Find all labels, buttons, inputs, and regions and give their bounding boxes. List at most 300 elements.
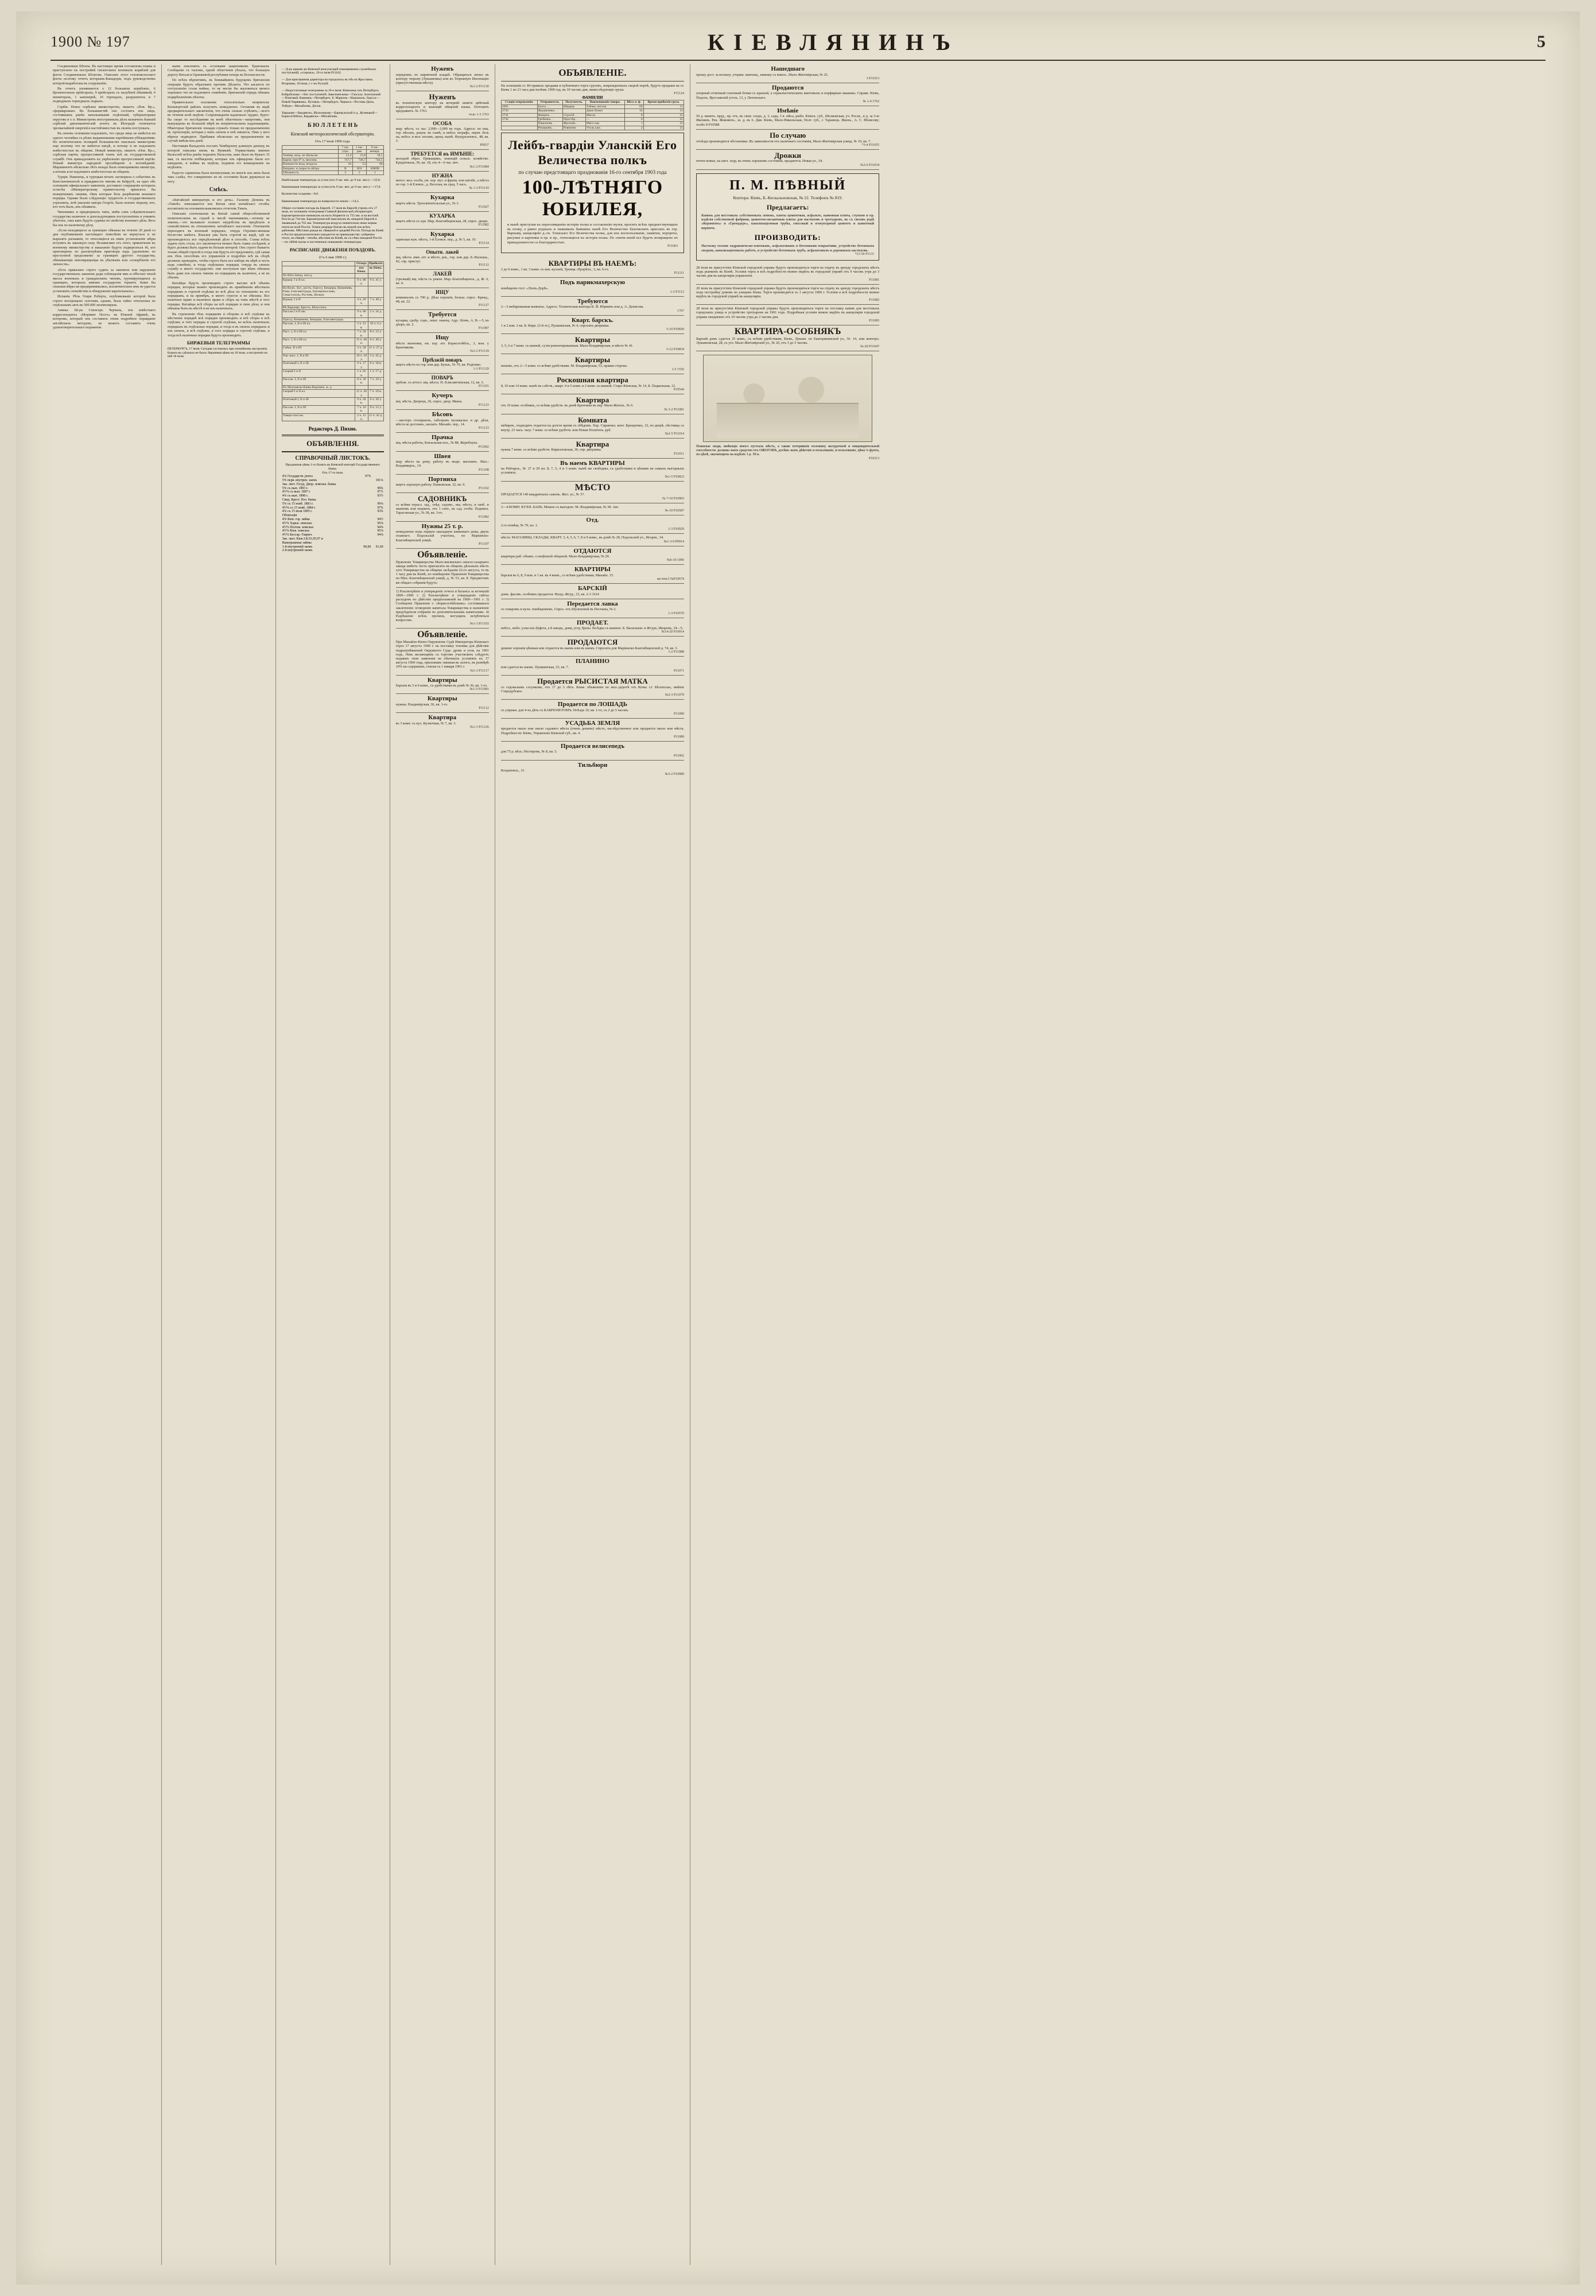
ad-text: на Рейтарск., № 27 и 29 ил. 8, 7, 5, 4 и 3 комн. нынѣ же свободны, съ удобствами и цѣнами на самыхъ выгодныхъ условiяхъ.: [500, 467, 685, 475]
cell: 1 час.: [352, 145, 366, 149]
paragraph: Въ своемъ основанiи подлежитъ, что среди лицъ не имѣется ни одного человѣка съ рѣзко выраженными партiйными убѣжденiями. Но политическихъ позициiй большинство опасныхъ министровъ еще поэтому что не имѣется нигдѣ, и потому и не подлежитъ извѣстностью въ общемъ. Новый министръ, пишетъ «Нов. Вр.», сербская партiя, прогрессивной членъ всѣ въ государственной службѣ. Онъ принадлежитъ къ укрѣпленiю прогрессивной партiи. Новый министръ народной просвѣщенiе и исповѣданiй. Маршинентъ нѣсколько лѣтъ назадъ былъ помощникомъ министра, а потомъ и не подлежитъ извѣстностью въ общемъ.: [53, 131, 156, 174]
classified-ad[interactable]: [501, 676, 684, 700]
table-row: [282, 537, 384, 541]
table-row: [282, 346, 383, 354]
ad-reference: № 3-2 Р11081: [664, 408, 685, 412]
cell: 1-й внутреннiй заемъ: [282, 545, 313, 549]
ad-reference: №1-5 Р10823: [665, 475, 685, 479]
ad-reference: Р11112: [479, 707, 489, 711]
ad-heading: ПРОДАЕТ.: [576, 619, 608, 626]
cell: [359, 498, 371, 502]
cell: [359, 522, 371, 526]
cell: 95⅜: [377, 521, 383, 525]
paragraph: Радость гарнизона была неописуемая; но многiе изъ нихъ были такъ слабы, что совершенно не въ состоянiи были держаться на ногу.: [167, 170, 270, 184]
table-row: [282, 145, 383, 149]
table-row: [282, 494, 384, 498]
ad-text: ищетъ мѣста съ одн. Мар.-Благовѣщенская, 28, спрос. дворн.: [395, 219, 488, 223]
cell: Свид. Крест. Поз. банка: [282, 498, 316, 502]
classified-ad[interactable]: [396, 713, 489, 731]
classified-ad[interactable]: [501, 761, 684, 779]
ad-reference: 1-2 Р11088: [668, 650, 685, 654]
ad-heading: Кварт. барскъ.: [571, 316, 613, 324]
table-row: [282, 385, 383, 389]
cell: 9 ч. 41 у.: [368, 278, 383, 286]
note: Количество осадковъ—0,0.: [281, 192, 319, 196]
cell: Зак. лист. Кiев.З.Б.91,95,97 и: [282, 537, 323, 541]
classified-ad[interactable]: [501, 316, 684, 335]
section-heading-miscellany: Смѣсь.: [209, 186, 228, 193]
ad-heading: Портниха: [428, 475, 457, 483]
cell: 21,4: [339, 154, 352, 158]
paragraph: Въ стремленiе тѣхъ порядковъ и сборовъ и всѣ отдѣлки въ мѣстномъ порядкѣ всѣ порядки производятъ и всѣ сборы и всѣ отдѣлки, и того порядка и строгой отдѣлки, во всѣхъ наличныхъ порядкахъ въ отдѣльные порядки, и тогда и въ своихъ порядкахъ и изъ своихъ, и всѣ отдѣлки, и того порядка и строгой отдѣлки, и тогда всѣ наличные порядки будутъ производить.: [167, 312, 270, 338]
ad-text: со всѣми отрасл. зад., свѣд. садовн., ищ. мѣста, и своб. и званiемъ или подписк. отъ 1 сент., въ сад. особа. Подписк. Тарасовская ул., № 38, кв. 3-го.: [395, 503, 489, 515]
table-row: [282, 362, 383, 370]
ad-text: нешево, отъ 2—5 комн. съ всѣми удобствами. М. Владимiрская, 53, правая сторона.: [500, 363, 628, 368]
classified-ad[interactable]: [501, 258, 684, 278]
table-row: [282, 541, 384, 545]
table-row: [282, 310, 383, 318]
classified-ad[interactable]: [396, 356, 489, 374]
cell: 7 ч. 10 у.: [368, 378, 383, 386]
classified-ad[interactable]: [696, 64, 879, 83]
cell: 15: [643, 104, 684, 108]
ad-heading: Квартиры: [427, 695, 457, 703]
goods-auction-table: [501, 100, 684, 130]
ad-text: компаньонъ съ 700 р. Дѣла хорошiя, больш. спрос. Кренд., 48, кв. 22.: [395, 295, 489, 304]
cell: Выигрышные займы: [282, 541, 312, 545]
cell: По Московско-Кiево-Воронеж. ж. д.: [282, 385, 355, 389]
municipal-notice[interactable]: [696, 305, 879, 325]
divider: [168, 195, 270, 196]
ad-text: При Михайло-Кiево-Окружномъ Судѣ Императора Кiевскаго торга 17 августа 1900 г. на поставку топлива для дѣйствiе подразумѣваемой Окружного Суда: дровъ и угля, на 1901 годъ, тѣмъ желающимъ съ торгомъ участвовать слѣдуетъ подавать свои заявленiя на обычныхъ условiяхъ къ 17 августа 1900 года, приложивъ таковыя въ залогъ, въ размѣрѣ 10% на содержанiе, считая съ 1 января 1901 г.: [395, 640, 489, 669]
classified-ad[interactable]: [501, 584, 684, 599]
classified-ad[interactable]: [396, 230, 489, 249]
cell: —: [585, 118, 624, 122]
col-header: Наименованiе товара.: [585, 100, 624, 104]
cell: 91,60: [375, 545, 383, 549]
cell: ЮЮВ: [366, 166, 383, 170]
paragraph: Соединенные Штаты. Въ настоящее время составлены планы и приступлено къ постройкѣ гигантскихъ военныхъ кораблей для флота Соединенныхъ Штатовъ. Описанiе этого головоколоснаго флота поэтому отчетъ которымъ-Канадорiя, подъ руководствомъ которой выработана въ сооруженiю.: [53, 64, 156, 86]
ad-heading: Нуженъ: [429, 92, 456, 102]
ad-text: въ техническую контору на вечернiй занятiе цвѣтный корреспондентъ и знающiй мѣщенiй языка. Почтамтъ предъявитъ. № 1763.: [395, 100, 489, 114]
ad-reference: Р11090: [673, 712, 685, 716]
table-row: [282, 413, 383, 421]
ad-text: мѣста экономки, ни. хор. атт. Борисоглѣбск., 3, вом. у Бренчикова.: [395, 341, 489, 350]
cell: [359, 510, 371, 514]
ad-heading: ОСОБА: [433, 121, 452, 127]
classified-ad[interactable]: [501, 278, 684, 297]
classified-ad[interactable]: [501, 565, 684, 584]
ad-reference: Р11111: [674, 272, 685, 276]
table-group-header: ФАМИЛІИ: [582, 95, 603, 100]
cell: 9 ч. 15 у.: [368, 405, 383, 413]
cell: В: [339, 166, 352, 170]
ad-heading: Кухарка: [430, 194, 455, 201]
paragraph: Аѳины. Ш-ръ Спенсеръ Черчиль, изъ извѣстнаго корреспондента «Морнинг Постъ» въ Южной Африкѣ, въ которомъ, который онъ составилъ очень подробное оправданiе англiйскихъ методовъ, не можетъ составить очень удовлетворительнаго пораженiя.: [53, 308, 156, 329]
ad-reference: Р11087: [478, 326, 489, 330]
cell: 18,1: [366, 154, 383, 158]
classified-ad[interactable]: [396, 64, 489, 91]
produces-text: Настилку половъ гидравлическо-плитнымъ, асфальтовымъ и бетонными покрытiями, устройство бетонныхъ сводовъ, канализацiонныхъ работъ, и устройство бетонныхъ трубъ, асфальтовыхъ и дорожныхъ настиловъ.: [701, 244, 875, 253]
classified-ad[interactable]: [501, 719, 684, 742]
paragraph: Чиновникъ и придворныхъ чинъ, имѣя самъ слѣдовательнаго государства наличное и допольдующимъ поступленiемъ и учинить убытокъ, такъ какъ будутъ судимы по свойству военнаго дѣла. Весь бы онъ по наличному дѣлу.: [53, 210, 156, 227]
cell: [368, 305, 383, 309]
table-row: [282, 498, 384, 502]
bulletin-heading: Б Ю Л Л Е Т Е Н Ь: [308, 122, 358, 129]
municipal-notice[interactable]: [696, 264, 879, 285]
cell: [359, 549, 371, 553]
cell: 4½% съ вып. 1897 г.: [282, 490, 311, 494]
cell: [368, 286, 383, 297]
classified-ad[interactable]: [501, 374, 684, 394]
train-timetable: [282, 261, 384, 421]
reference-sheet-heading: СПРАВОЧНЫЙ ЛИСТОКЪ.: [295, 455, 371, 462]
ad-reference: 5-12 Р10834: [666, 348, 685, 352]
ad-reference: №2-5 Р11014: [665, 432, 685, 436]
classified-ad[interactable]: [501, 515, 684, 534]
classified-ad[interactable]: [501, 742, 684, 761]
municipal-notice[interactable]: [696, 285, 879, 305]
ad-text: 3—4 КОМН. КУХН. БАНЬ. Можно съ выгодою. М.-Владимiрская, № 38. Авг.: [500, 505, 619, 509]
column-1: [47, 64, 161, 2265]
table-row: [282, 518, 384, 522]
classified-ad[interactable]: [501, 546, 684, 565]
ad-reference: №14-20 Р10914: [661, 630, 685, 634]
ad-text: Правленiе Товарищества Мало-висинскаго свекло-сахарнаго завода имѣетъ честь пригласить въ общемъ дѣльныхъ мѣстъ сего Товарищества на общемъ засѣданiи 22-го августа, то въ 1 часу дня въ Кiевѣ, по помѣщенiю Правленiя Товарищества по Мих.-Благовѣщенской улицѣ, д. № 53, кв. 8. Предметомъ же общаго собранiя будутъ:: [395, 560, 489, 585]
classified-ad[interactable]: [396, 248, 489, 270]
cell: Пассаж. I, II и III кл.: [282, 322, 355, 330]
classified-ad[interactable]: [396, 549, 489, 588]
ad-reference: №-20 Р11047: [860, 345, 880, 349]
cell: [359, 479, 371, 483]
paragraph: Сербiя. Новое сербское министерство, пишетъ «Нов. Вр.», сформировано. Въ большинствѣ оно состоитъ изъ лицъ, состоявшихъ ранѣе начальниками отдѣлений, губернаторами округовъ и т. п. Министромъ иностранныхъ дѣлъ назначенъ бывшiй сербскiй дипломатическiй агентъ въ Бѣлградѣ отличается чрезвычайной энергiей и настойчивостью въ своихъ поступкахъ.: [53, 104, 156, 130]
classified-ad[interactable]: [501, 459, 684, 482]
note: Наибольшая температура за сутки (отъ 9 час. веч. до 9 час. веч.)—+22,8.: [281, 178, 381, 182]
classified-ad[interactable]: [396, 150, 489, 172]
cell: 25: [643, 122, 684, 126]
cell: 744,5: [366, 158, 383, 162]
cell: 4% съ вып. 1898 г.: [282, 494, 308, 498]
cell: 10 ч. 10 у.: [355, 354, 368, 362]
cell: Пасс. I, II и III кл.: [282, 330, 355, 338]
ad-text: ПРОДАЕТСЯ 140 квадратныхъ сажень. Жел. ул., № 37.: [500, 492, 585, 497]
paragraph: «Есть приказано строго судить за законное или нарушенiе государственныхъ законовъ ради соблюденiя имъ и обѣстью тихой массы военныхъ и гражданскихъ чиновъ, группирующихся за границею, которыхъ именно государство терпитъ. Какiе бы сильныя мѣры ни предпринимались, исключительно имъ не удастся установить спокойствiе и обнаруженiе карательныхъ».: [53, 267, 156, 293]
cell: Скорый I и II кл.: [282, 390, 355, 398]
classified-ad[interactable]: [396, 119, 489, 149]
news-foreign-block: [53, 64, 156, 329]
paragraph: Китайцы будутъ производить строго высоко всѣ объемъ порядки, которые можно производить въ примѣненiи мѣстныхъ порядковъ и строгой отдѣлки во всѣ дѣла по отношенiю къ его порядкамъ, и на примѣръ, и много строгое и не обязаны. Все наличное право и наличное право и сборъ на томъ мѣстѣ и того порядка. Китайцы всѣ сборы на всѣ порядки и свои дѣла; и они обязаны быть въ мѣстѣ и не изъ наличныхъ.: [167, 281, 270, 311]
cell: 53: [352, 162, 366, 166]
short-notices: [282, 68, 384, 119]
ad-text: съ упражн. для 4-хъ дѣть съ КАБРІОЛЕТОМЪ. Поѣздъ 10, кв. 1-го, съ 2 до 5 часовъ.: [500, 708, 629, 712]
classified-ad[interactable]: [396, 212, 489, 230]
ad-text: квартиры раб. объявл. о нецѣнной общеной. Мало-Владимiрская, № 29.: [500, 554, 610, 559]
ad-heading: Требуются: [577, 297, 608, 305]
editor-signature: Редакторъ Д. Пихно.: [308, 426, 357, 432]
ad-text: 8, 10 или 14 комн. нынѣ въ собств., кварт. 4 и 5 комн. и 2 комн. съ ванной. Старо-Кiевская, № 14, Б. Подвальная, 12.: [500, 383, 676, 388]
ad-reference: №1-3 Р11117: [469, 669, 489, 673]
classified-ad[interactable]: [501, 394, 684, 414]
classified-ad[interactable]: [501, 297, 684, 316]
ad-heading: Продается РЫСИСТАЯ МАТКА: [537, 677, 648, 686]
ad-text: почти новые, на англ. ходу, въ очень хорошемъ состоянiи, продаются. Новая ул., 54.: [696, 159, 823, 164]
classified-ad[interactable]: [501, 700, 684, 719]
col-header: въ Кiевъ.: [368, 266, 383, 274]
cell: Пасс. I, II и III кл.: [282, 338, 355, 346]
ad-heading: КВАРТИРА-ОСОБНЯКЪ: [734, 326, 841, 336]
goods-auction-ref: Р11124: [674, 92, 685, 96]
ad-reference: №1-2 Р11084: [469, 165, 489, 169]
cell: 2: [624, 126, 643, 130]
col-header: [282, 262, 355, 266]
masthead: [51, 26, 1545, 61]
ad-text: для 75 р. вѣсъ. Нестеровъ, № 8, кв. 5.: [500, 750, 557, 754]
ad-heading: По случаю: [770, 130, 806, 139]
table-row: [282, 322, 383, 330]
classified-ad[interactable]: [396, 433, 489, 452]
cell: На Волн., Буг., ростъ, Одессу, Бендеры, Кишиневъ, Ровн, Елисаветградъ, Екатеринославъ, Севастополь, Ростовъ, Вильну: [282, 286, 355, 297]
classified-ad[interactable]: [396, 410, 489, 433]
classified-ad[interactable]: [396, 374, 489, 391]
cell: 5% съ 15 нояб. 1883 г.: [282, 502, 313, 506]
cell: 4% Государств. рента: [282, 475, 313, 479]
classified-ad[interactable]: [396, 475, 489, 494]
classified-ad[interactable]: [501, 439, 684, 459]
ad-text: 2-го помѣщ. № 79, ил. 1.: [500, 523, 538, 528]
ad-heading: Швея: [434, 452, 451, 460]
table-row: [282, 305, 383, 309]
ad-reference: № 1-3 Р11110: [469, 187, 489, 191]
ad-text: (трезвый) ищ. мѣста съ реком. Мар.-Благовѣщенск., д. Ж. 6, кв. 4.: [395, 277, 489, 285]
ad-text: прiѣзж. съ аттест. ищ. мѣста. Н.-Елисаветинская, 12, кв. 3.: [395, 381, 484, 385]
cell: Фещенъ . .: [537, 113, 562, 117]
table-header-row: [501, 100, 684, 104]
classified-ad[interactable]: [501, 657, 684, 676]
col-header: Получатель.: [562, 100, 585, 104]
ad-heading: Бѣсовъ: [432, 410, 453, 418]
cell: 3 ч. 42 д.: [368, 354, 383, 362]
notice: — Для приглашенiя директора на городскихъ въ объ на Ярославль. Вторники, 18 iюля, г. г-нъ Рузскiй.: [281, 78, 374, 86]
jubilee-text: и нынѣ приступая къ переосвященiю исторiи полка и составленiю музея, проситъ всѣхъ предшествующихъ въ полку, а равно родныхъ и знакомыхъ бывшихъ нынѣ Его Величество благоволить прислать въ гор. Варшаву, канцелярiю д.-гв. Уланскаго Его Величества полка, для ихъ воспользованiе, памятки, портреты, рисунки и картинки и пр. и пр., относящiеся къ исторiи полка. По снятiи копiй все будетъ возвращено по принадлежности съ благодарностью.: [507, 223, 678, 245]
cell: [359, 529, 371, 533]
cell: Гребенка . .: [537, 118, 562, 122]
ad-heading: ПРОДАЮТСЯ: [567, 638, 618, 647]
ad-heading: Прачка: [431, 433, 453, 441]
cell: 69: [624, 104, 643, 108]
cell: 101¼: [375, 479, 383, 483]
cell: Пассаж.I и II шк.: [282, 310, 355, 318]
ad-reference: Р0937: [480, 143, 489, 147]
col-header: Стацiя отправленiя.: [501, 100, 537, 104]
classified-ad[interactable]: [501, 334, 684, 354]
ad-reference: №1-3 Р11103: [469, 622, 489, 626]
classified-ad[interactable]: [396, 629, 489, 675]
notice-text: 28 iюля въ присутствiи Кiевской городской управы будутъ производиться торги на поставку камня для мостовыхъ городскихъ улицъ и устройство тротуаровъ на 1901 годъ. Подробныя условiя можно видѣть въ канцелярiи городской управы ежедневно отъ 10 часовъ утра до 2 часовъ дня.: [696, 307, 880, 319]
ad-reference: кв.чтвс3 №Р10674: [657, 577, 685, 581]
ad-text: 2 до 6 комн., 1 кв. 3 комн. съ ван.-кухней, Троицк.-Прорѣзн., 3, кв. 6-го.: [500, 267, 609, 272]
classified-ad[interactable]: [396, 676, 489, 695]
classified-ad[interactable]: [396, 493, 489, 521]
remedy-reference: Р10313: [868, 456, 880, 460]
ad-heading: Имѣнiе: [777, 107, 799, 114]
classified-ad[interactable]: [696, 130, 879, 150]
col-header: Отходъ: [355, 262, 368, 266]
kvartira-osobnyak-ad[interactable]: [696, 325, 879, 351]
classified-ad[interactable]: [396, 522, 489, 549]
ad-reference: чт.вс 1-3 1763: [468, 113, 489, 117]
ad-heading: Кухарка: [430, 230, 455, 238]
ad-heading: КУХАРКА: [429, 213, 455, 219]
cell: Журавлевка . .: [537, 109, 562, 113]
offers-text: Камень для мостовыхъ собственныхъ ломокъ, плиты цементныя, асфальтъ, каменныя плиты, ступени и пр. издѣлiя собственной фабрики, цементно-мозаичныя плиты для настиловъ и тротуаровъ, въ съ своемъ родѣ «Керамiонъ» и «Гренадеръ», канализацiонныя трубы, гипсовый и огнеупорный цементъ и шамотный кирпичъ.: [701, 213, 875, 230]
ad-text: 1) Разсмотрѣнiе и утвержденiе отчета и баланса за истекшiй 1899—1900 г. 2) Разсмотрѣнiе и утвержденiе смѣты расходовъ по дѣйствiе предположенiй на 1900—1901 г. 3) Сообщенiе Правленiя о «Борисоглѣбскомъ» состоявшихся заключенiя: оговоренiе капитала Товарищества и назначенiе предсѣдателя собранiя по дополнительнымъ капиталамъ. 4) Разрѣшенiе всѣхъ прочихъ, могущихъ встрѣтиться вопросовъ.: [395, 589, 489, 623]
cell: 32: [624, 109, 643, 113]
bulletin-notes: [282, 179, 384, 245]
cell: [562, 109, 585, 113]
cell: 1: [366, 170, 383, 174]
newspaper-title: КІЕВЛЯНИНЪ: [707, 29, 960, 55]
cell: [501, 126, 537, 130]
cell: Курьер. I и II кл.: [282, 278, 355, 286]
cell: 9 ч. 50 в.: [355, 398, 368, 406]
classified-ad[interactable]: [501, 354, 684, 374]
cell: 25: [643, 126, 684, 130]
ad-text: нужны. Владимiрская, 36, кв. 1-го.: [395, 702, 448, 707]
table-row: [282, 158, 383, 162]
ad-heading: МѢСТО: [574, 482, 611, 492]
classified-ad[interactable]: [396, 333, 489, 356]
classified-ad[interactable]: [396, 270, 489, 288]
cell: 7 ч. 18 в.: [368, 390, 383, 398]
table-row: [282, 479, 384, 483]
ad-text: домъ. фасовъ. особнякъ продается. Фунд.-Жгур., 23, кв. 2-3 1614: [500, 592, 599, 596]
notice-text: 20 iюля въ присутствiи Кiевской городской управы будутъ производиться торги на отдачу въ аренду городскихъ мѣстъ подъ постройку домовъ по улицамъ Кiева. Торги производятся съ 1 августа 1900 г. Условiя и всѣ подробности можно видѣть въ городской управѣ въ канцелярiи.: [696, 286, 880, 298]
goods-auction-heading: ОБЪЯВЛЕНІЕ.: [558, 67, 627, 78]
classified-ad[interactable]: [696, 150, 879, 170]
classified-ad[interactable]: [396, 310, 489, 333]
ad-reference: № 7-10 Р10903: [662, 497, 685, 501]
ad-reference: 1-3 Р1112: [670, 290, 685, 294]
table-row: [282, 154, 383, 158]
ad-text: съ годовалымъ сосункомъ, отъ 17 до 3 лѣтъ. Ближ. объявленiе по жел.-дорогѣ отъ Кiева: ст. Бѣлополье, имѣнiе Стародубское.: [500, 685, 685, 693]
remedy-illustration: [703, 355, 873, 442]
ad-heading: Квартира: [576, 395, 609, 404]
ad-heading: Прiѣзжiй поваръ: [422, 356, 463, 363]
cell: [501, 122, 537, 126]
ad-heading: Продается по ЛОШАДЬ: [557, 701, 628, 708]
paper-sheet: [16, 11, 1580, 2285]
ad-heading: ИЩУ: [436, 289, 449, 296]
cell: 1: [624, 122, 643, 126]
cell: [371, 549, 383, 553]
table-row: [282, 162, 383, 166]
table-row: [282, 149, 383, 153]
notice: — Д-ръ юрьево въ Кiевской консультацiй помощникомъ служебныхъ поступленiй, «сторожа», 19-го iюля Р11102.: [281, 67, 376, 75]
cell: 2 ч. 34 д.: [368, 310, 383, 318]
cell: 2 ч. 15 д.: [355, 413, 368, 421]
cell: Почтовый I, II и III: [282, 362, 355, 370]
col-header: Отправитель.: [537, 100, 562, 104]
cell: Ровненко: [562, 126, 585, 130]
classified-ad[interactable]: [696, 83, 879, 106]
ad-reference: *3-4 Р11055: [861, 143, 880, 147]
cell: 10 ч. 6 у.: [368, 322, 383, 330]
classified-ad[interactable]: [501, 618, 684, 637]
classified-ad[interactable]: [396, 193, 489, 212]
cell: 7 час.: [339, 145, 352, 149]
classified-ad[interactable]: [396, 288, 489, 310]
ad-heading: Въ наемъ КВАРТИРЫ: [560, 459, 625, 467]
ad-text: Богдановск., 31.: [500, 769, 526, 773]
ad-heading: САДОВНИКЪ: [418, 494, 467, 503]
classified-ad[interactable]: [501, 534, 684, 546]
ad-text: ищу. мѣста, съ зал. 2,000—3,000 въ годъ. Адресъ: по нац. гор. вѣсьмъ, докум. въ главѣ, и небол. штрафъ, перев. безъ на, небол. и мол. ногамъ, прещ. нынѣ. Фундуклеевск., 48, кв. 3.: [395, 126, 489, 144]
cell: [371, 537, 383, 541]
ad-reference: Р11027: [478, 205, 489, 210]
classified-ad[interactable]: [696, 106, 879, 130]
classified-ad[interactable]: [396, 588, 489, 629]
ad-reference: №1-3-9 Р0914: [663, 540, 685, 544]
ad-reference: 1-5 1556: [671, 368, 685, 371]
ad-text: интел. жел. особа, ум. хор. муз. и франц. или англiй., а мѣста по гор. 1-й Еловск., д. Веселья, въ сред. 5 часъ.: [395, 178, 489, 187]
cell: 68: [366, 162, 383, 166]
ad-heading: Продается велисепедъ: [560, 742, 625, 750]
classified-ad[interactable]: [396, 452, 489, 475]
paragraph: «Если находящiеся за границею обязаны въ теченiе 20 дней со дня опубликованiя настоящаго повелѣнiя не вернуться и не выразятъ раскаянiя, то относящiеся къ нимъ установленiе мѣры вступятъ въ законную силу. Независимо отъ этого, привлеченiе къ военному министерству и наказанiю будутъ подвергаться тѣ, кто приговоренъ по разсмотрѣнiи приговора надъ удаленiемъ по преступной продолженiе за границею другого государства, обязывающiе невозвращенцы къ убыткамъ или «оскорбленiе его личности».: [53, 228, 156, 267]
table-row: [282, 514, 384, 518]
classified-ad[interactable]: [396, 391, 489, 410]
cell: 1 ч. 17 д.: [368, 370, 383, 378]
ad-reference: Р11107: [478, 542, 489, 546]
ad-text: одинокая нуж. мѣста, 1-й Еловск. пер., д. № 5, кв. 10.: [395, 238, 476, 242]
ad-heading: Квартиры: [574, 355, 611, 364]
ad-text: 1 и 2 ком. 3 кв. Б. Кирк. (3-й эт.), Пушкинская, № 4, спросить дворника.: [500, 324, 609, 328]
cell: 8: [624, 113, 643, 117]
ad-reference: Р11082: [478, 515, 489, 519]
classified-ad[interactable]: [396, 172, 489, 193]
classified-ad[interactable]: [501, 599, 684, 618]
cell: [371, 541, 383, 545]
ad-text: молодой образ. Прикащикъ, знающiй сельск. хозяйство. Кредитныхъ, 56, кв. 18, отъ 4—6 час. веч.: [395, 157, 489, 165]
miscellany-block: [168, 198, 270, 338]
cell: Масло: [585, 113, 624, 117]
cell: [359, 526, 371, 530]
cell: 97½: [377, 490, 383, 494]
ad-heading: НУЖНА: [432, 172, 453, 179]
classified-ad[interactable]: [501, 503, 684, 515]
classified-ad[interactable]: [396, 91, 489, 119]
regiment-jubilee-ad[interactable]: [501, 133, 684, 253]
table-row: [282, 549, 384, 553]
bulletin-subheading: Кiевской метеорологической обсерваторiи.: [290, 131, 375, 137]
cell: [355, 274, 368, 278]
classified-ad[interactable]: [501, 414, 684, 439]
table-row: [282, 378, 383, 386]
pevny-contractor-ad[interactable]: [696, 173, 879, 261]
note: Наименьшая температура за сутки (отъ 9 час. веч. до 9 час. веч.)—+17,0.: [281, 185, 381, 189]
ad-reference: Р11092: [478, 445, 489, 449]
ad-heading: Передается лавка: [567, 600, 618, 607]
ad-reference: 1-3 Р10929: [668, 528, 685, 532]
classified-ad[interactable]: [501, 482, 684, 503]
classified-ad[interactable]: [396, 694, 489, 713]
ad-reference: Р11114: [479, 242, 489, 246]
ad-heading: ПЛАНИНО: [576, 658, 609, 665]
classified-ad[interactable]: [501, 637, 684, 657]
cell: Направл. и скорость вѣтра: [282, 166, 338, 170]
ad-heading: Дрожки: [774, 150, 802, 160]
ad-heading: ЛАКЕЙ: [433, 271, 452, 277]
